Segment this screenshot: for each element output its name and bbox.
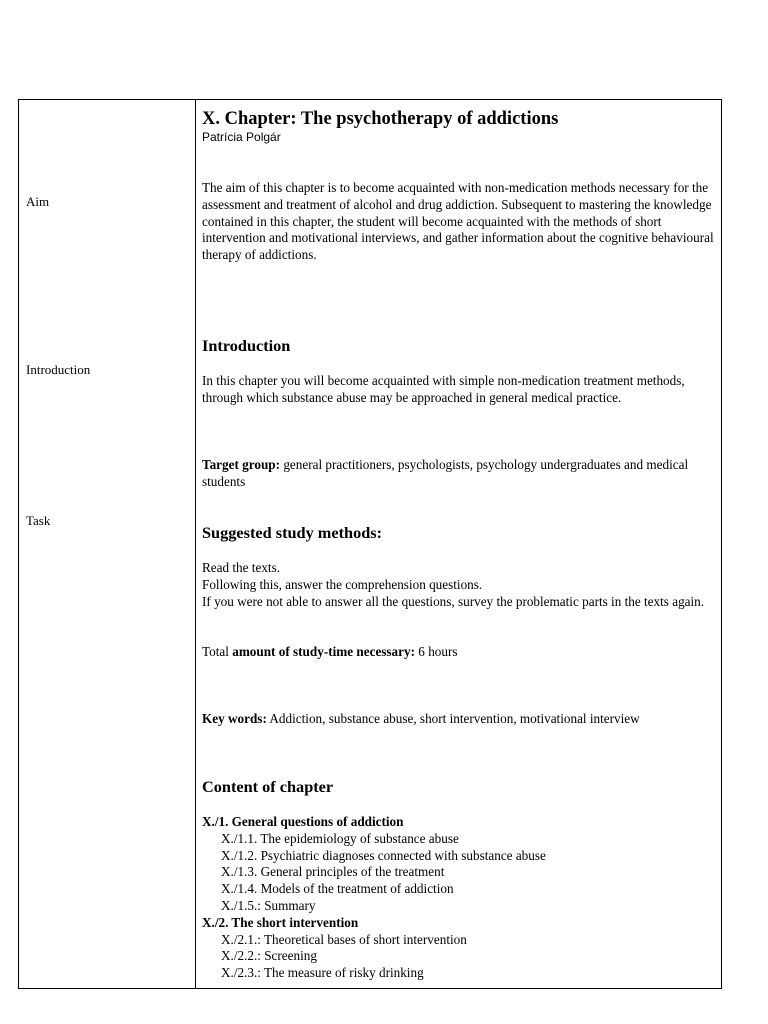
- toc-item: X./1.1. The epidemiology of substance abuse: [221, 830, 459, 846]
- toc-section-title: X./2. The short intervention: [202, 914, 359, 930]
- study-time-section: [202, 644, 716, 661]
- column-divider: [195, 100, 196, 988]
- toc-item: X./1.5.: Summary: [221, 897, 316, 913]
- introduction-heading: [202, 336, 716, 356]
- study-time-label: amount of study-time necessary:: [232, 644, 415, 659]
- aim-section: [202, 180, 716, 264]
- study-methods-heading-text: Suggested study methods:: [202, 523, 383, 542]
- target-group-paragraph: [202, 457, 716, 491]
- study-time-prefix: Total: [202, 644, 233, 659]
- introduction-section: [202, 373, 716, 407]
- toc-section-title: X./1. General questions of addiction: [202, 814, 404, 829]
- contents-heading-text: Content of chapter: [202, 777, 334, 796]
- key-words-section: [202, 711, 716, 728]
- sidebar-label-task: Task: [26, 513, 51, 528]
- toc-item: X./2.3.: The measure of risky drinking: [221, 965, 424, 981]
- chapter-header: [202, 108, 716, 144]
- toc-item: X./1.3. General principles of the treatment: [221, 864, 445, 880]
- study-methods-heading: [202, 523, 716, 543]
- sidebar-label-introduction: Introduction: [26, 362, 91, 377]
- study-time-paragraph: [202, 644, 716, 661]
- target-group-label: Target group:: [202, 457, 281, 472]
- introduction-heading-text: Introduction: [202, 336, 291, 355]
- toc-item: X./2.2.: Screening: [221, 948, 317, 964]
- key-words-paragraph: [202, 711, 716, 728]
- chapter-author: Patrícia Polgár: [202, 130, 281, 144]
- toc-item: X./2.1.: Theoretical bases of short intervention: [221, 931, 467, 947]
- study-time-value: 6 hours: [415, 644, 458, 659]
- key-words-text: Addiction, substance abuse, short intervention, motivational interview: [266, 711, 640, 726]
- study-methods-section: [202, 560, 716, 610]
- table-of-contents: [202, 814, 716, 982]
- target-group-section: [202, 457, 716, 491]
- key-words-label: Key words:: [202, 711, 267, 726]
- study-method-line-2: Following this, answer the comprehension questions.: [202, 576, 483, 592]
- toc-item: X./1.2. Psychiatric diagnoses connected with substance abuse: [221, 847, 546, 863]
- contents-heading: [202, 777, 716, 797]
- study-method-line-3: If you were not able to answer all the questions, survey the problematic parts in the texts again.: [202, 593, 705, 609]
- sidebar-label-aim: Aim: [26, 194, 50, 209]
- aim-paragraph: The aim of this chapter is to become acquainted with non-medication methods necessary for the assessment and treatment of alcohol and drug addiction. Subsequent to mastering the knowledge contained in this chapter, the student will become acquainted with the methods of short intervention and motivational interviews, and gather information about the cognitive behavioural therapy of addictions.: [202, 180, 714, 263]
- study-method-line-1: Read the texts.: [202, 560, 281, 575]
- introduction-paragraph: In this chapter you will become acquainted with simple non-medication treatment methods, through which substance abuse may be approached in general medical practice.: [202, 373, 685, 405]
- target-group-text: general practitioners, psychologists, psychology undergraduates and medical students: [202, 457, 689, 489]
- chapter-table: [18, 99, 722, 989]
- chapter-title: X. Chapter: The psychotherapy of addictions: [202, 109, 559, 129]
- toc-item: X./1.4. Models of the treatment of addiction: [221, 881, 454, 897]
